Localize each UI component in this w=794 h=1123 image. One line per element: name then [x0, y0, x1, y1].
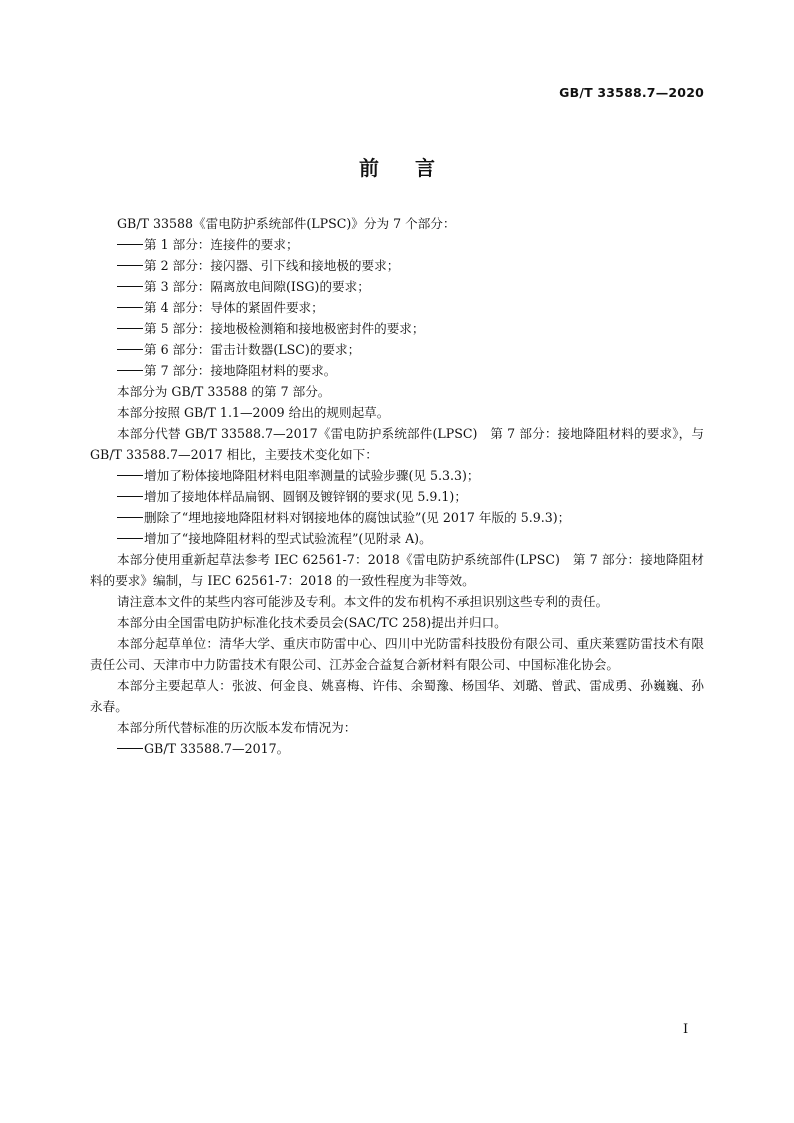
part-of-paragraph: 本部分为 GB/T 33588 的第 7 部分。	[117, 384, 331, 399]
change-item-3: 删除了“埋地接地降阻材料对钢接地体的腐蚀试验”(见 2017 年版的 5.9.3)；	[90, 507, 704, 528]
em-dash-mark	[117, 370, 143, 371]
drafters-paragraph: 本部分主要起草人：张波、何金良、姚喜梅、许伟、余蜀豫、杨国华、刘璐、曾武、雷成勇、孙巍巍、孙永春。	[90, 678, 704, 714]
list-item-part-6: 第 6 部分：雷击计数器(LSC)的要求；	[90, 339, 704, 360]
standard-number-header: GB/T 33588.7—2020	[559, 85, 704, 100]
em-dash-mark	[117, 265, 143, 266]
intro-paragraph: GB/T 33588《雷电防护系统部件(LPSC)》分为 7 个部分：	[117, 216, 456, 231]
list-item-part-1: 第 1 部分：连接件的要求；	[90, 234, 704, 255]
em-dash-mark	[117, 538, 143, 539]
patent-paragraph: 请注意本文件的某些内容可能涉及专利。本文件的发布机构不承担识别这些专利的责任。	[117, 594, 609, 609]
drafting-units-paragraph: 本部分起草单位：清华大学、重庆市防雷中心、四川中光防雷科技股份有限公司、重庆莱霆防雷技术有限责任公司、天津市中力防雷技术有限公司、江苏金合益复合新材料有限公司、中国标准化协会。	[90, 636, 704, 672]
history-paragraph: 本部分所代替标准的历次版本发布情况为：	[117, 720, 357, 735]
replaces-paragraph: 本部分代替 GB/T 33588.7—2017《雷电防护系统部件(LPSC) 第 7 部分：接地降阻材料的要求》，与 GB/T 33588.7—2017 相比，主要技术变化如下：	[90, 426, 704, 462]
history-item: GB/T 33588.7—2017。	[90, 738, 704, 759]
change-item-1: 增加了粉体接地降阻材料电阻率测量的试验步骤(见 5.3.3)；	[90, 465, 704, 486]
page-title: 前言	[359, 156, 471, 180]
em-dash-mark	[117, 517, 143, 518]
rules-paragraph: 本部分按照 GB/T 1.1—2009 给出的规则起草。	[117, 405, 390, 420]
list-item-part-3: 第 3 部分：隔离放电间隙(ISG)的要求；	[90, 276, 704, 297]
em-dash-mark	[117, 475, 143, 476]
proposed-paragraph: 本部分由全国雷电防护标准化技术委员会(SAC/TC 258)提出并归口。	[117, 615, 507, 630]
change-item-4: 增加了“接地降阻材料的型式试验流程”(见附录 A)。	[90, 528, 704, 549]
list-item-part-4: 第 4 部分：导体的紧固件要求；	[90, 297, 704, 318]
em-dash-mark	[117, 496, 143, 497]
em-dash-mark	[117, 286, 143, 287]
em-dash-mark	[117, 244, 143, 245]
page-number: I	[683, 1022, 689, 1037]
em-dash-mark	[117, 307, 143, 308]
list-item-part-7: 第 7 部分：接地降阻材料的要求。	[90, 360, 704, 381]
em-dash-mark	[117, 328, 143, 329]
iec-paragraph: 本部分使用重新起草法参考 IEC 62561-7：2018《雷电防护系统部件(LPSC) 第 7 部分：接地降阻材料的要求》编制，与 IEC 62561-7：2018 的一致性程度为非等效。	[90, 552, 704, 588]
em-dash-mark	[117, 748, 143, 749]
list-item-part-2: 第 2 部分：接闪器、引下线和接地极的要求；	[90, 255, 704, 276]
em-dash-mark	[117, 349, 143, 350]
change-item-2: 增加了接地体样品扁钢、圆钢及镀锌钢的要求(见 5.9.1)；	[90, 486, 704, 507]
foreword-body	[90, 213, 704, 759]
list-item-part-5: 第 5 部分：接地极检测箱和接地极密封件的要求；	[90, 318, 704, 339]
